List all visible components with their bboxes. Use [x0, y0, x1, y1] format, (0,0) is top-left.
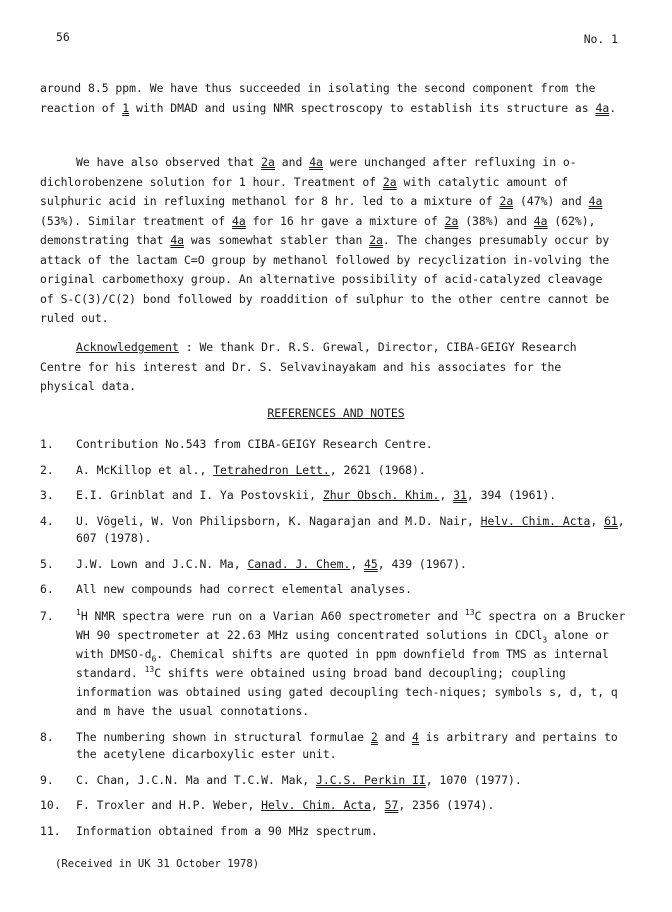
superscript: 13	[144, 664, 155, 674]
reference-number: 7.	[40, 608, 54, 623]
references-heading-text: REFERENCES AND NOTES	[267, 406, 405, 420]
formula-ref: 4	[412, 729, 419, 744]
compound-ref: 2a	[444, 213, 459, 228]
issue-number: No. 1	[583, 32, 618, 46]
reference-number: 10.	[40, 798, 61, 812]
journal-name: Canad. J. Chem.	[247, 556, 351, 571]
superscript: 1	[76, 607, 81, 617]
reference-text	[76, 462, 630, 480]
reference-text: Contribution No.543 from CIBA-GEIGY Research Centre.	[76, 437, 433, 451]
compound-ref: 1	[122, 100, 130, 115]
reference-item	[40, 462, 630, 480]
journal-name: Tetrahedron Lett.	[213, 462, 330, 477]
reference-number: 1.	[40, 437, 54, 451]
compound-ref: 2a	[261, 155, 275, 169]
reference-number: 11.	[40, 823, 61, 838]
reference-text-part: is arbitrary and pertains to the acetylene dicarboxylic ester unit.	[76, 729, 618, 761]
compound-ref: 4a	[595, 100, 610, 115]
journal-name: Zhur Obsch. Khim.	[322, 488, 440, 502]
reference-number: 2.	[40, 462, 54, 477]
para2-text: with catalytic amount of sulphuric acid in refluxing methanol for 8 hr. led to a mixture of	[40, 174, 569, 208]
reference-text	[76, 729, 630, 764]
reference-text-part: alone or with DMSO-d	[76, 627, 609, 661]
reference-item	[40, 797, 630, 815]
compound-ref: 2a	[369, 233, 383, 247]
reference-citation: , 2621 (1968).	[329, 462, 426, 477]
subscript: 3	[542, 634, 548, 644]
para2-text: . The changes presumably occur by attack of the lactam C=O group by methanol followed by recyclization in-volving the original carbomethoxy group. An alternative possibility of acid-catalyzed cleavage of S-C(3)/C(2) bond followed by roaddition of sulphur to the other centre cannot be ruled out.	[40, 233, 610, 325]
superscript: 13	[464, 607, 475, 617]
reference-authors: A. McKillop et al.,	[76, 462, 214, 477]
reference-authors: U. Vögeli, W. Von Philipsborn, K. Nagarajan and M.D. Nair,	[76, 513, 481, 528]
acknowledgement-text: : We thank Dr. R.S. Grewal, Director, CIBA-GEIGY Research Centre for his interest and Dr. S. Selvavinayakam and his associates for the physical data.	[40, 340, 577, 393]
journal-volume: 61	[604, 513, 618, 528]
compound-ref: 4a	[170, 233, 185, 247]
reference-authors: J.W. Lown and J.C.N. Ma,	[76, 556, 248, 571]
acknowledgement-paragraph	[40, 338, 620, 397]
reference-citation: , 1070 (1977).	[425, 772, 522, 787]
compound-ref: 4a	[232, 213, 246, 228]
para2-text: (62%), demonstrating that	[40, 213, 596, 247]
reference-text-part: and	[377, 729, 413, 744]
reference-number: 6.	[40, 582, 54, 596]
reference-sep: ,	[439, 488, 454, 502]
reference-item	[40, 729, 630, 764]
reference-item	[40, 581, 630, 599]
para2-text: (53%). Similar treatment of	[40, 213, 233, 228]
reference-text-part: C spectra on a Brucker WH 90 spectrometer at 22.63 MHz using concentrated solutions in CDCl	[76, 608, 626, 642]
acknowledgement-label: Acknowledgement	[76, 340, 179, 354]
reference-citation: , 439 (1967).	[377, 556, 467, 571]
compound-ref: 2a	[499, 194, 514, 208]
reference-citation: , 394 (1961).	[466, 488, 557, 502]
references-heading	[0, 406, 672, 420]
journal-name: J.C.S. Perkin II	[316, 772, 426, 787]
reference-text-part: The numbering shown in structural formulae	[76, 729, 371, 744]
reference-item	[40, 487, 630, 505]
compound-ref: 4a	[533, 213, 548, 228]
reference-item	[40, 607, 630, 721]
para1-text-1: around 8.5 ppm. We have thus succeeded in isolating the second component from the reaction of	[40, 81, 596, 115]
para2-text: for 16 hr gave a mixture of	[245, 213, 445, 228]
para2-text: and	[274, 155, 310, 169]
references-list	[40, 436, 630, 840]
reference-text-part: C shifts were obtained using broad band decoupling; coupling information was obtained using gated decoupling tech-niques; symbols s, d, t, q and m have the usual connotations.	[76, 665, 618, 718]
reference-text	[76, 513, 630, 548]
reference-authors: C. Chan, J.C.N. Ma and T.C.W. Mak,	[76, 772, 317, 787]
reference-text-part: . Chemical shifts are quoted in ppm downfield from TMS as internal standard.	[76, 646, 609, 680]
formula-ref: 2	[370, 729, 378, 744]
received-date: (Received in UK 31 October 1978)	[55, 858, 260, 870]
reference-item	[40, 823, 630, 841]
reference-item	[40, 772, 630, 790]
journal-name: Helv. Chim. Acta	[480, 513, 591, 528]
reference-number: 4.	[40, 513, 54, 528]
reference-sep: ,	[350, 556, 365, 571]
reference-citation: , 607 (1978).	[76, 513, 625, 545]
journal-name: Helv. Chim. Acta	[261, 798, 371, 812]
reference-sep: ,	[370, 798, 385, 812]
reference-text: Information obtained from a 90 MHz spectrum.	[76, 823, 378, 838]
reference-text	[76, 556, 630, 574]
para2-text: (38%) and	[458, 213, 534, 228]
reference-text	[76, 797, 630, 815]
reference-text	[76, 772, 630, 790]
page-number: 56	[56, 30, 70, 44]
compound-ref: 4a	[588, 194, 603, 208]
reference-text-part: H NMR spectra were run on a Varian A60 spectrometer and	[80, 608, 465, 623]
paragraph-2	[40, 153, 620, 329]
para2-text: (47%) and	[513, 194, 589, 208]
compound-ref: 2a	[382, 174, 397, 189]
reference-item	[40, 556, 630, 574]
paragraph-1	[40, 79, 620, 118]
reference-number: 8.	[40, 729, 54, 744]
reference-text	[76, 487, 630, 505]
reference-number: 5.	[40, 556, 54, 571]
reference-authors: F. Troxler and H.P. Weber,	[76, 798, 262, 812]
journal-volume: 57	[384, 798, 399, 812]
reference-citation: , 2356 (1974).	[398, 798, 495, 812]
reference-authors: E.I. Grinblat and I. Ya Postovskii,	[76, 488, 323, 502]
para2-text: was somewhat stabler than	[184, 233, 370, 247]
reference-sep: ,	[590, 513, 605, 528]
reference-item	[40, 513, 630, 548]
reference-item	[40, 436, 630, 454]
reference-number: 3.	[40, 488, 54, 502]
para2-text: We have also observed that	[76, 155, 262, 169]
reference-text	[76, 607, 630, 721]
reference-number: 9.	[40, 772, 54, 787]
subscript: 6	[151, 653, 157, 663]
journal-volume: 45	[364, 556, 378, 571]
para1-text-3: .	[609, 100, 617, 115]
para1-text-2: with DMAD and using NMR spectroscopy to establish its structure as	[129, 100, 596, 115]
reference-text: All new compounds had correct elemental analyses.	[76, 582, 413, 596]
compound-ref: 4a	[309, 155, 323, 169]
para2-text: were unchanged after refluxing in o-dichlorobenzene solution for 1 hour. Treatment of	[40, 155, 577, 189]
journal-volume: 31	[453, 488, 467, 502]
